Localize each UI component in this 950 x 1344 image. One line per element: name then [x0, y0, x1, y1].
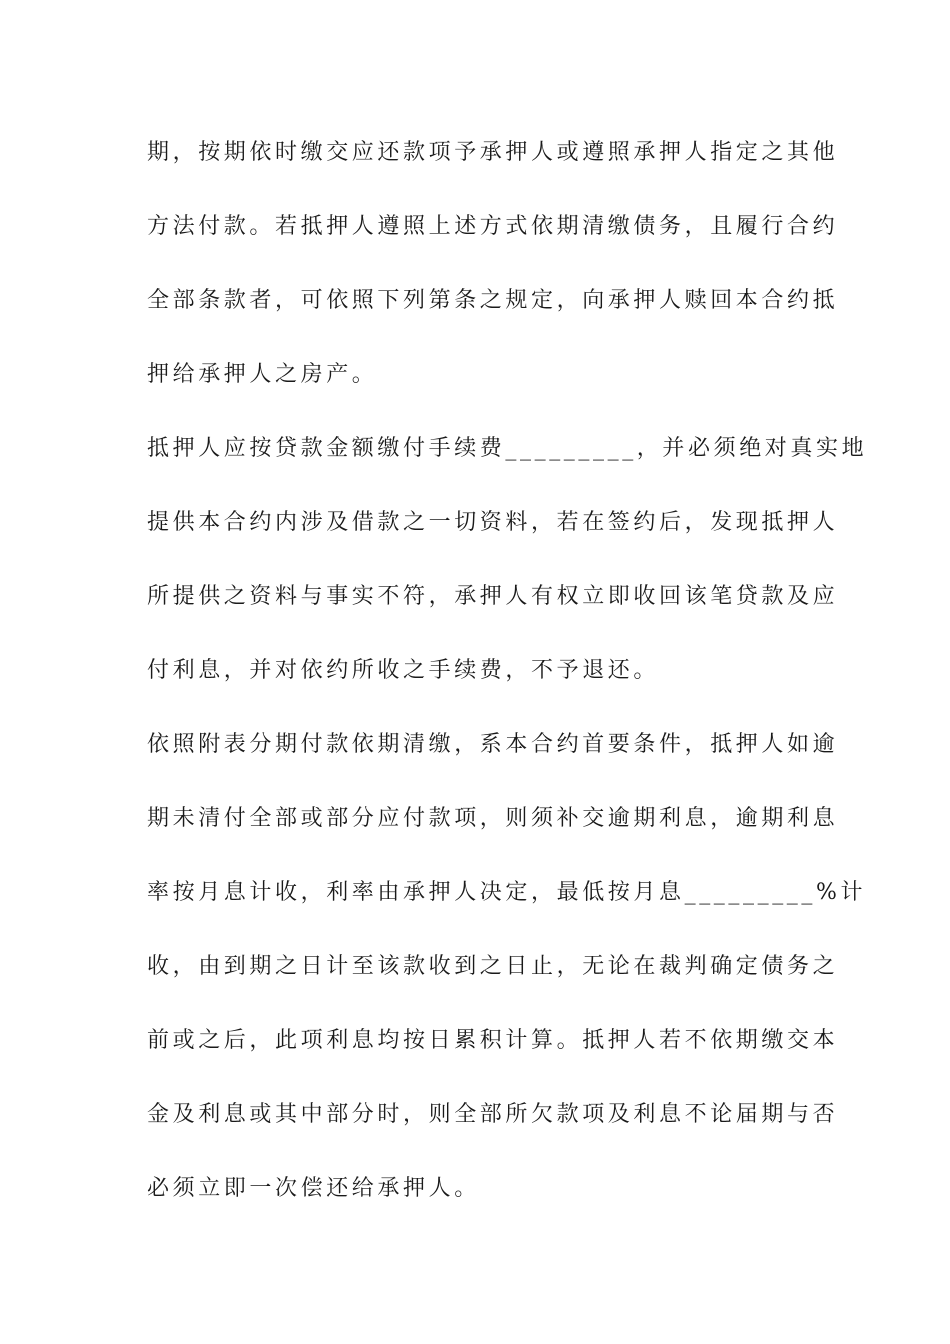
- paragraph-line: 全部条款者，可依照下列第条之规定，向承押人赎回本合约抵: [147, 288, 839, 313]
- paragraph-line: 期，按期依时缴交应还款项予承押人或遵照承押人指定之其他: [147, 140, 839, 165]
- paragraph-line: 付利息，并对依约所收之手续费，不予退还。: [147, 658, 660, 683]
- paragraph-line: 率按月息计收，利率由承押人决定，最低按月息_________%计: [147, 880, 867, 905]
- paragraph-line: 金及利息或其中部分时，则全部所欠款项及利息不论届期与否: [147, 1102, 839, 1127]
- paragraph-line: 方法付款。若抵押人遵照上述方式依期清缴债务，且履行合约: [147, 214, 839, 239]
- paragraph-line: 前或之后，此项利息均按日累积计算。抵押人若不依期缴交本: [147, 1028, 839, 1053]
- paragraph-line: 提供本合约内涉及借款之一切资料，若在签约后，发现抵押人: [147, 510, 839, 535]
- paragraph-line: 期未清付全部或部分应付款项，则须补交逾期利息，逾期利息: [147, 806, 839, 831]
- paragraph-line: 依照附表分期付款依期清缴，系本合约首要条件，抵押人如逾: [147, 732, 839, 757]
- paragraph-line: 抵押人应按贷款金额缴付手续费_________，并必须绝对真实地: [147, 436, 868, 461]
- paragraph-line: 押给承押人之房产。: [147, 362, 378, 387]
- paragraph-line: 必须立即一次偿还给承押人。: [147, 1176, 480, 1201]
- paragraph-line: 收，由到期之日计至该款收到之日止，无论在裁判确定债务之: [147, 954, 839, 979]
- paragraph-line: 所提供之资料与事实不符，承押人有权立即收回该笔贷款及应: [147, 584, 839, 609]
